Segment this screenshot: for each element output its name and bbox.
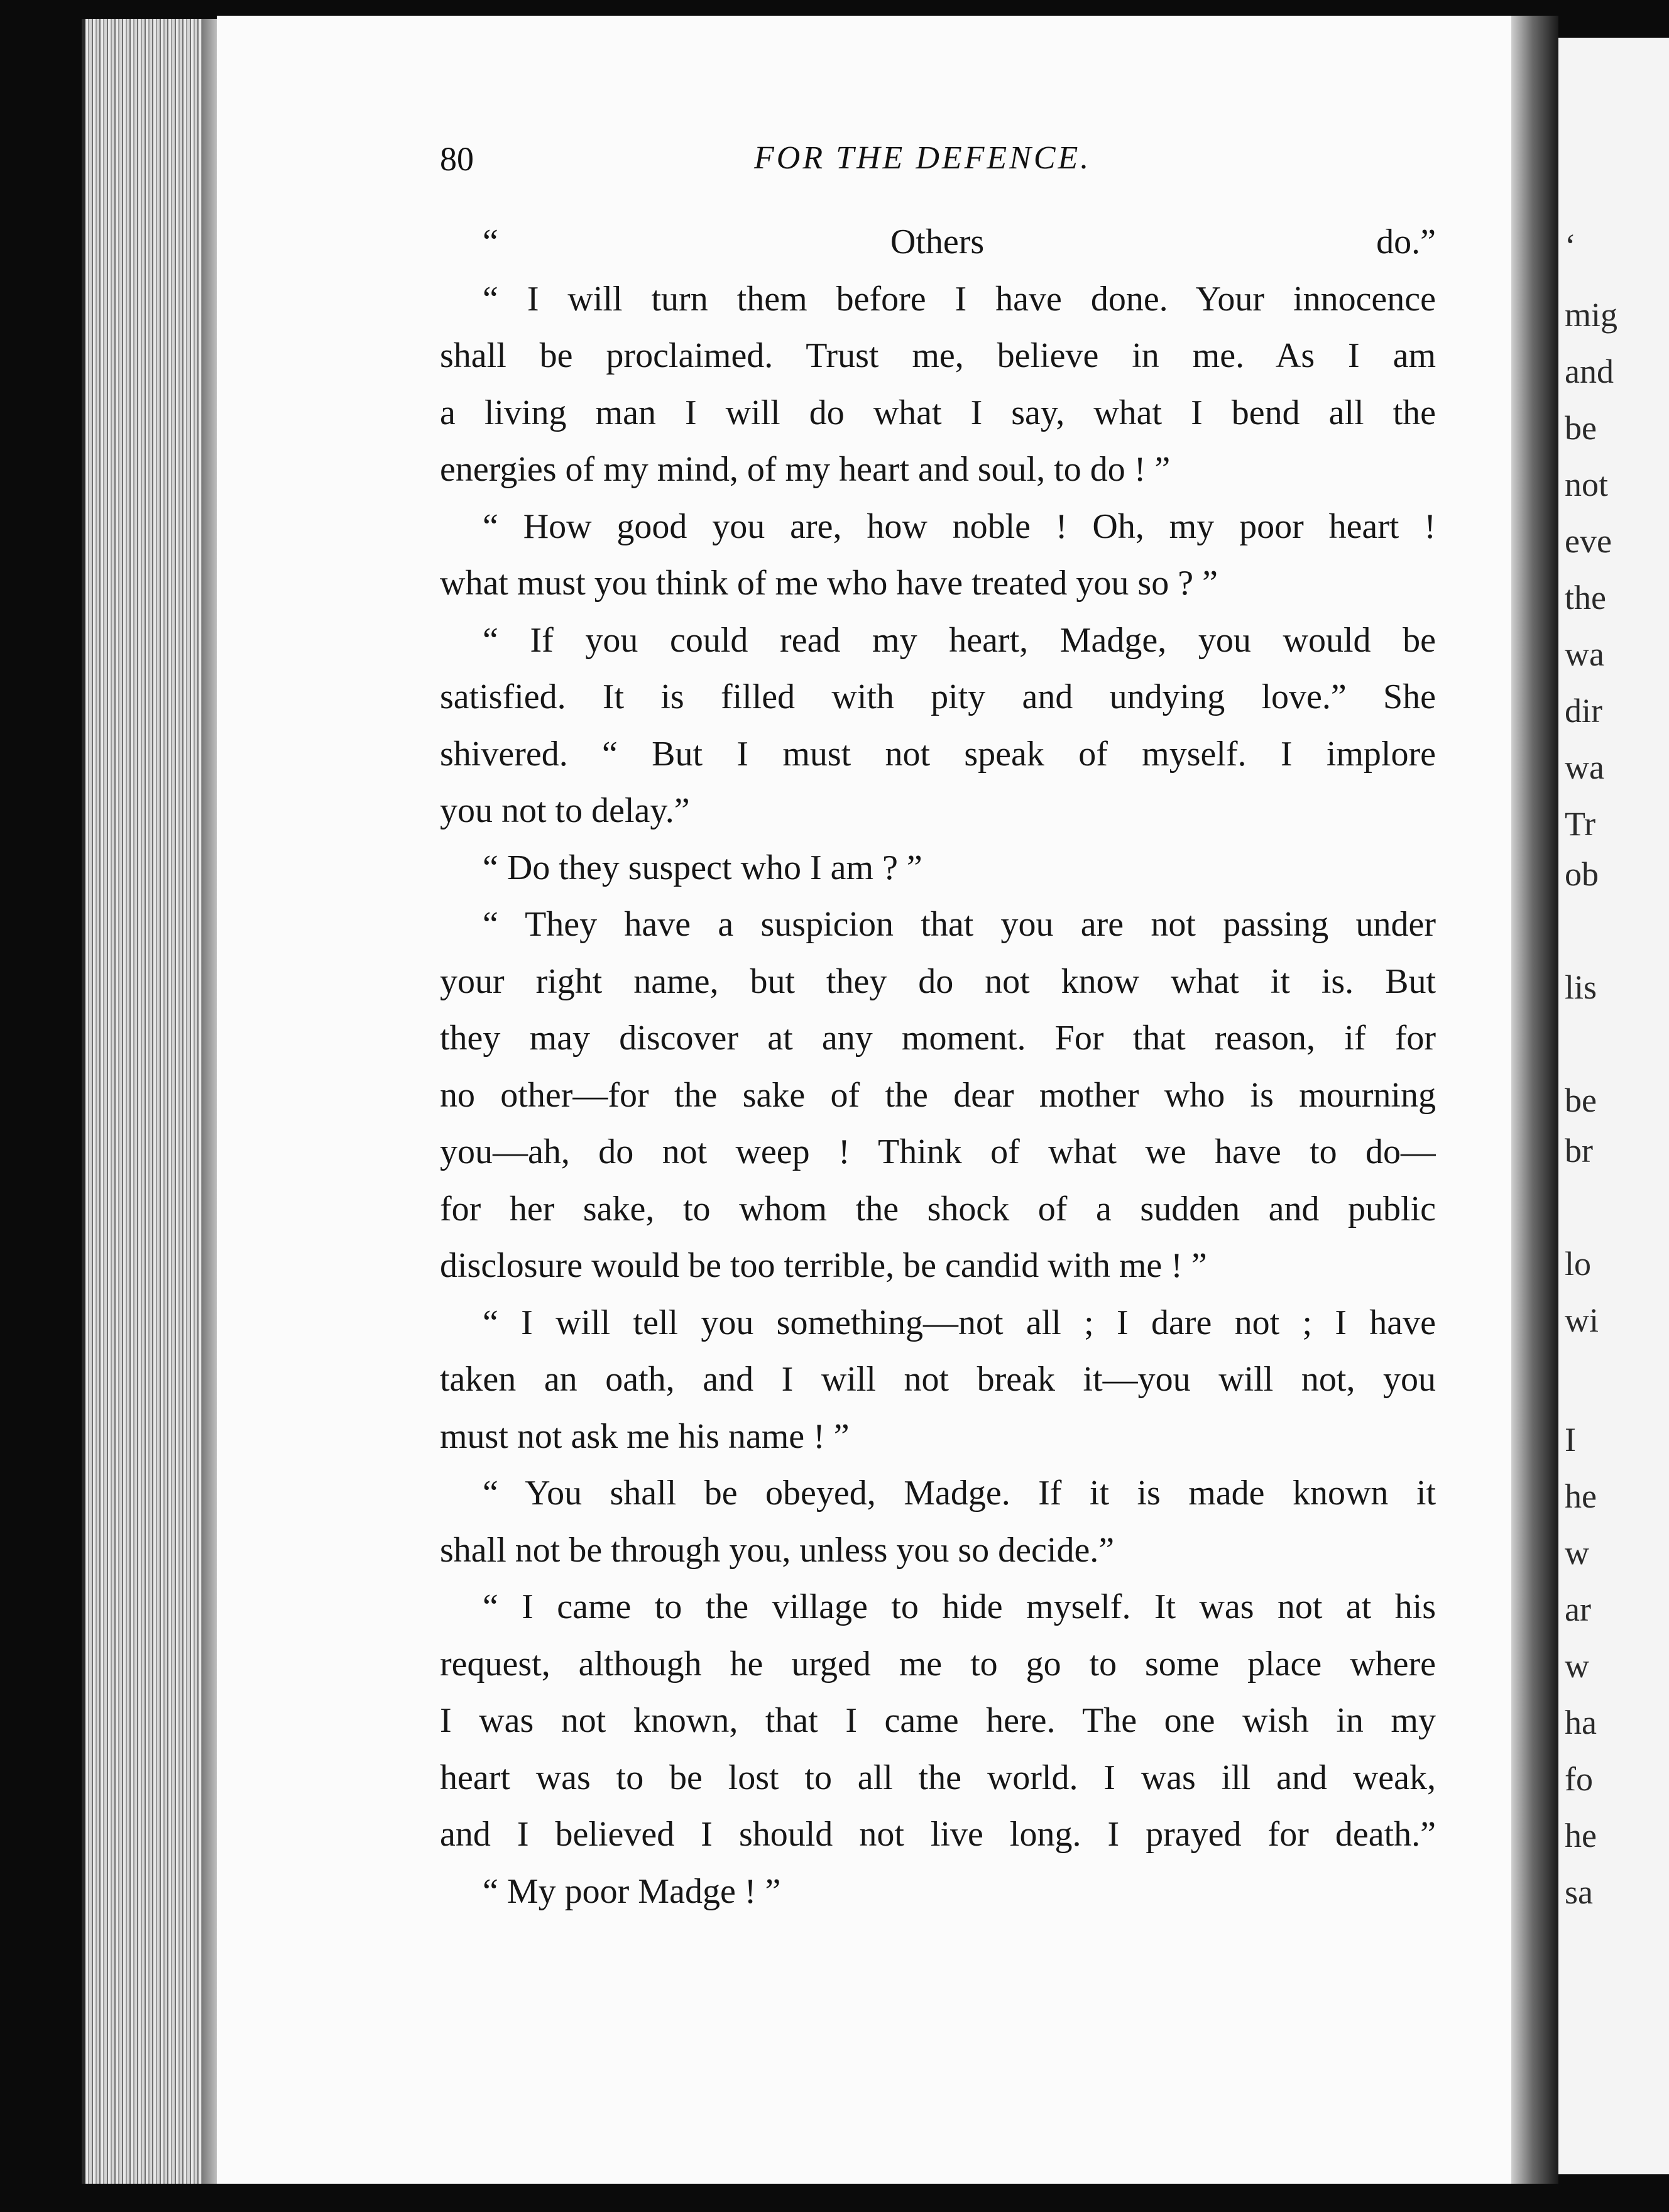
text-line: they may discover at any moment. For that reason, if for — [440, 1019, 1436, 1058]
facing-page-text-fragment: be — [1565, 1081, 1597, 1119]
facing-page-text-fragment: wi — [1565, 1301, 1599, 1339]
facing-page-text-fragment: ar — [1565, 1591, 1591, 1628]
text-line: “ I will turn them before I have done. Your innocence — [483, 279, 1436, 319]
facing-page-text-fragment: eve — [1565, 522, 1612, 560]
facing-page-text-fragment: lo — [1565, 1245, 1592, 1283]
facing-page-text-fragment: be — [1565, 409, 1597, 447]
facing-page-text-fragment: I — [1565, 1421, 1576, 1459]
text-line: what must you think of me who have treated you so ? ” — [440, 564, 1218, 603]
text-line: must not ask me his name ! ” — [440, 1416, 850, 1456]
facing-page-text-fragment: Tr — [1565, 805, 1596, 843]
book-gutter — [1511, 16, 1558, 2184]
text-line: energies of my mind, of my heart and soul, to do ! ” — [440, 450, 1171, 489]
facing-page-text-fragment: w — [1565, 1647, 1589, 1685]
facing-page-text-fragment: wa — [1565, 748, 1604, 786]
text-line: request, although he urged me to go to some place where — [440, 1644, 1436, 1684]
facing-page — [1558, 38, 1669, 2174]
text-line: disclosure would be too terrible, be candid with me ! ” — [440, 1246, 1207, 1285]
text-line: “ Others do.” — [483, 222, 1436, 261]
text-line: I was not known, that I came here. The one wish in my — [440, 1701, 1436, 1740]
running-title: FOR THE DEFENCE. — [754, 140, 1092, 176]
running-head — [440, 140, 1307, 183]
text-line: “ Do they suspect who I am ? ” — [483, 848, 922, 887]
text-line: you—ah, do not weep ! Think of what we have to do— — [440, 1132, 1436, 1171]
facing-page-text-fragment: he — [1565, 1477, 1597, 1515]
text-line: no other—for the sake of the dear mother who is mourning — [440, 1075, 1436, 1115]
page-number: 80 — [440, 140, 474, 178]
text-line: “ If you could read my heart, Madge, you would be — [483, 620, 1436, 660]
text-line: for her sake, to whom the shock of a sudden and public — [440, 1189, 1436, 1229]
text-line: “ They have a suspicion that you are not passing under — [483, 905, 1436, 944]
text-line: satisfied. It is filled with pity and undying love.” She — [440, 677, 1436, 716]
facing-page-text-fragment: wa — [1565, 635, 1604, 673]
text-line: and I believed I should not live long. I prayed for death.” — [440, 1815, 1436, 1854]
text-line: “ I came to the village to hide myself. It was not at his — [483, 1587, 1436, 1626]
text-line: taken an oath, and I will not break it—you will not, you — [440, 1360, 1436, 1399]
text-line: you not to delay.” — [440, 791, 690, 830]
text-line: shall not be through you, unless you so decide.” — [440, 1530, 1115, 1570]
text-line: your right name, but they do not know what it is. But — [440, 961, 1436, 1001]
text-line: heart was to be lost to all the world. I was ill and weak, — [440, 1758, 1436, 1797]
book-page-edges — [82, 19, 221, 2184]
facing-page-text-fragment: sa — [1565, 1873, 1593, 1911]
facing-page-text-fragment: and — [1565, 353, 1614, 390]
facing-page-text-fragment: ‘ — [1565, 227, 1576, 265]
facing-page-text-fragment: dir — [1565, 692, 1602, 730]
text-line: shall be proclaimed. Trust me, believe in me. As I am — [440, 336, 1436, 375]
facing-page-text-fragment: he — [1565, 1817, 1597, 1854]
body-text — [440, 214, 1436, 1920]
facing-page-text-fragment: br — [1565, 1132, 1593, 1169]
facing-page-text-fragment: mig — [1565, 296, 1618, 334]
text-line: “ You shall be obeyed, Madge. If it is made known it — [483, 1474, 1436, 1513]
facing-page-text-fragment: lis — [1565, 968, 1597, 1006]
facing-page-text-fragment: fo — [1565, 1760, 1593, 1798]
text-line: “ My poor Madge ! ” — [483, 1871, 781, 1911]
facing-page-text-fragment: ha — [1565, 1704, 1597, 1741]
facing-page-text-fragment: not — [1565, 466, 1609, 503]
text-line: shivered. “ But I must not speak of myself. I implore — [440, 734, 1436, 774]
facing-page-text-fragment: the — [1565, 579, 1606, 616]
text-line: “ I will tell you something—not all ; I dare not ; I have — [483, 1303, 1436, 1342]
text-line: “ How good you are, how noble ! Oh, my poor heart ! — [483, 506, 1436, 546]
text-line: a living man I will do what I say, what I bend all the — [440, 393, 1436, 432]
facing-page-text-fragment: w — [1565, 1534, 1589, 1572]
facing-page-text-fragment: ob — [1565, 855, 1599, 893]
